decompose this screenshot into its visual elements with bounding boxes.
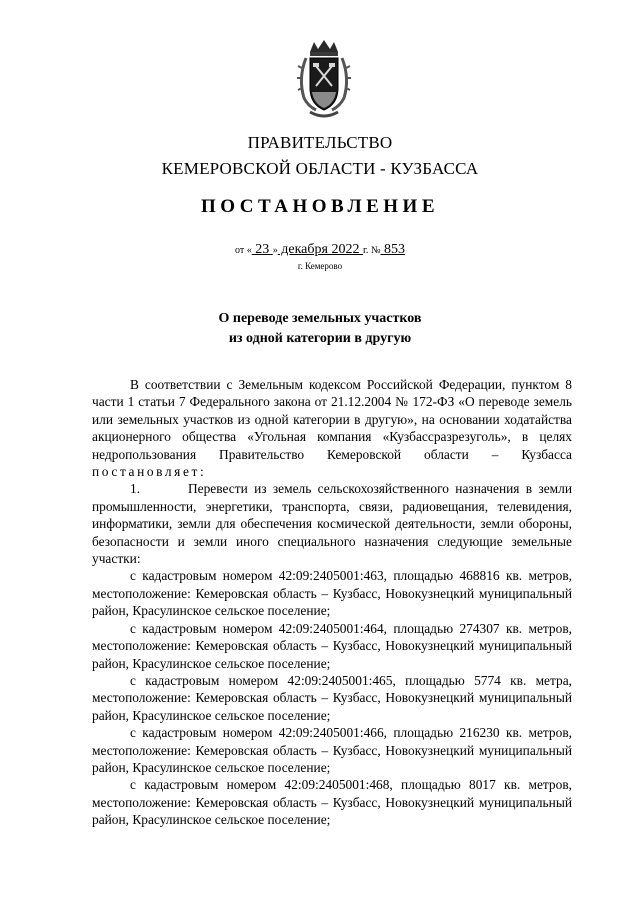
authority-line-2: КЕМЕРОВСКОЙ ОБЛАСТИ - КУЗБАССА [161, 159, 479, 178]
parcel-paragraph: с кадастровым номером 42:09:2405001:466, площадью 216230 кв. метров, местоположение: Кемеровская область – Кузбасс, Новокузнецкий муниципальный район, Красулинское сельское поселение; [92, 725, 572, 775]
document-number: 853 [380, 242, 405, 257]
city: г. Кемерово [297, 261, 343, 271]
intro-text: В соответствии с Земельным кодексом Российской Федерации, пунктом 8 части 1 статьи 7 Федерального закона от 21.12.2004 № 172-ФЗ «О переводе земель или земельных участков из одной категории в другую», на основании ходатайства акционерного общества «Угольная компания «Кузбассразрезуголь», в целях недропользования Правительство Кемеровской области – Кузбасса [92, 377, 572, 462]
intro-paragraph [92, 376, 572, 480]
item-1-text: Перевести из земель сельскохозяйственного назначения в земли промышленности, энергетики, транспорта, связи, радиовещания, телевидения, информатики, земли для обеспечения космической деятельности, земли обороны, безопасности и земли иного специального назначения следующие земельные участки: [92, 481, 572, 567]
date-number-line [0, 243, 640, 258]
title-line-1: О переводе земельных участков [218, 311, 422, 326]
title-line-2: из одной категории в другую [228, 331, 412, 346]
decree-word: постановляет: [92, 464, 207, 480]
document-body [92, 376, 572, 829]
date-quote-close: » [272, 245, 278, 256]
date-month-year: декабря 2022 [277, 242, 363, 257]
year-suffix: г. [362, 245, 369, 256]
authority-name [0, 130, 640, 182]
coat-of-arms-icon [296, 38, 352, 122]
document-title [0, 309, 640, 349]
number-prefix: № [370, 245, 381, 256]
document-type: ПОСТАНОВЛЕНИЕ [200, 196, 440, 217]
date-prefix: от « [235, 245, 252, 256]
authority-line-1: ПРАВИТЕЛЬСТВО [247, 133, 393, 152]
parcel-paragraph: с кадастровым номером 42:09:2405001:463, площадью 468816 кв. метров, местоположение: Кемеровская область – Кузбасс, Новокузнецкий муниципальный район, Красулинское сельское поселение; [92, 568, 572, 619]
item-1-number: 1. [130, 481, 141, 497]
parcel-paragraph: с кадастровым номером 42:09:2405001:468, площадью 8017 кв. метров, местоположение: Кемеровская область – Кузбасс, Новокузнецкий муниципальный район, Красулинское сельское поселение; [92, 777, 572, 828]
date-day: 23 [251, 242, 273, 257]
parcel-paragraph: с кадастровым номером 42:09:2405001:465, площадью 5774 кв. метра, местоположение: Кемеровская область – Кузбасс, Новокузнецкий муниципальный район, Красулинское сельское поселение; [92, 672, 572, 723]
parcel-paragraph: с кадастровым номером 42:09:2405001:464, площадью 274307 кв. метров, местоположение: Кемеровская область – Кузбасс, Новокузнецкий муниципальный район, Красулинское сельское поселение; [92, 620, 572, 671]
item-1-paragraph [92, 480, 572, 567]
